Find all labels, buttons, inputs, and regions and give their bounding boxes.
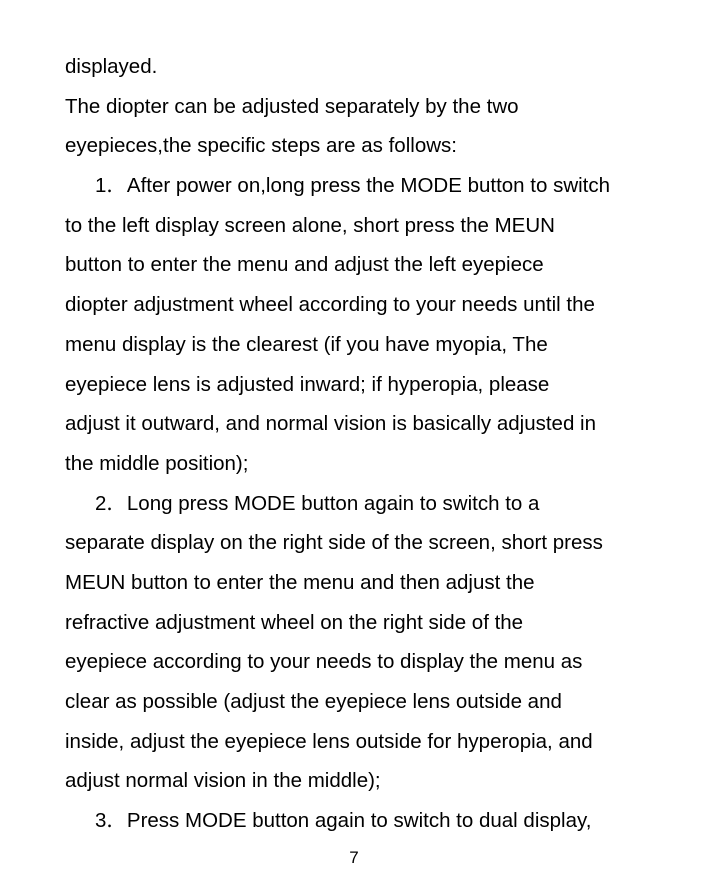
step-2-line-8: adjust normal vision in the middle); [65,769,381,793]
step-1-line-7: adjust it outward, and normal vision is basically adjusted in [65,412,596,436]
step-3-line-1: 3．Press MODE button again to switch to dual display, [95,809,592,833]
step-1-line-3: button to enter the menu and adjust the left eyepiece [65,253,544,277]
step-2-line-4: refractive adjustment wheel on the right side of the [65,610,524,634]
page-number: 7 [349,848,359,867]
text-line-2: The diopter can be adjusted separately by the two [65,94,519,118]
step-2-line-1: 2．Long press MODE button again to switch to a [95,491,540,515]
step-1-line-5: menu display is the clearest (if you have myopia, The [65,332,548,356]
step-2-line-6: clear as possible (adjust the eyepiece lens outside and [65,690,562,713]
step-1-line-1: 1．After power on,long press the MODE button to switch [95,174,611,198]
text-line-1: displayed. [65,55,158,78]
text-line-3: eyepieces,the specific steps are as follows: [65,134,457,158]
step-2-line-7: inside, adjust the eyepiece lens outside for hyperopia, and [65,729,593,753]
document-body [65,49,675,843]
step-2-line-2: separate display on the right side of the screen, short press [65,531,603,555]
step-1-line-6: eyepiece lens is adjusted inward; if hyperopia, please [65,372,550,396]
step-1-line-2: to the left display screen alone, short press the MEUN [65,213,555,237]
step-2-line-5: eyepiece according to your needs to display the menu as [65,650,583,674]
step-2-line-3: MEUN button to enter the menu and then adjust the [65,570,535,594]
step-1-line-4: diopter adjustment wheel according to your needs until the [65,293,595,317]
step-1-line-8: the middle position); [65,451,249,475]
